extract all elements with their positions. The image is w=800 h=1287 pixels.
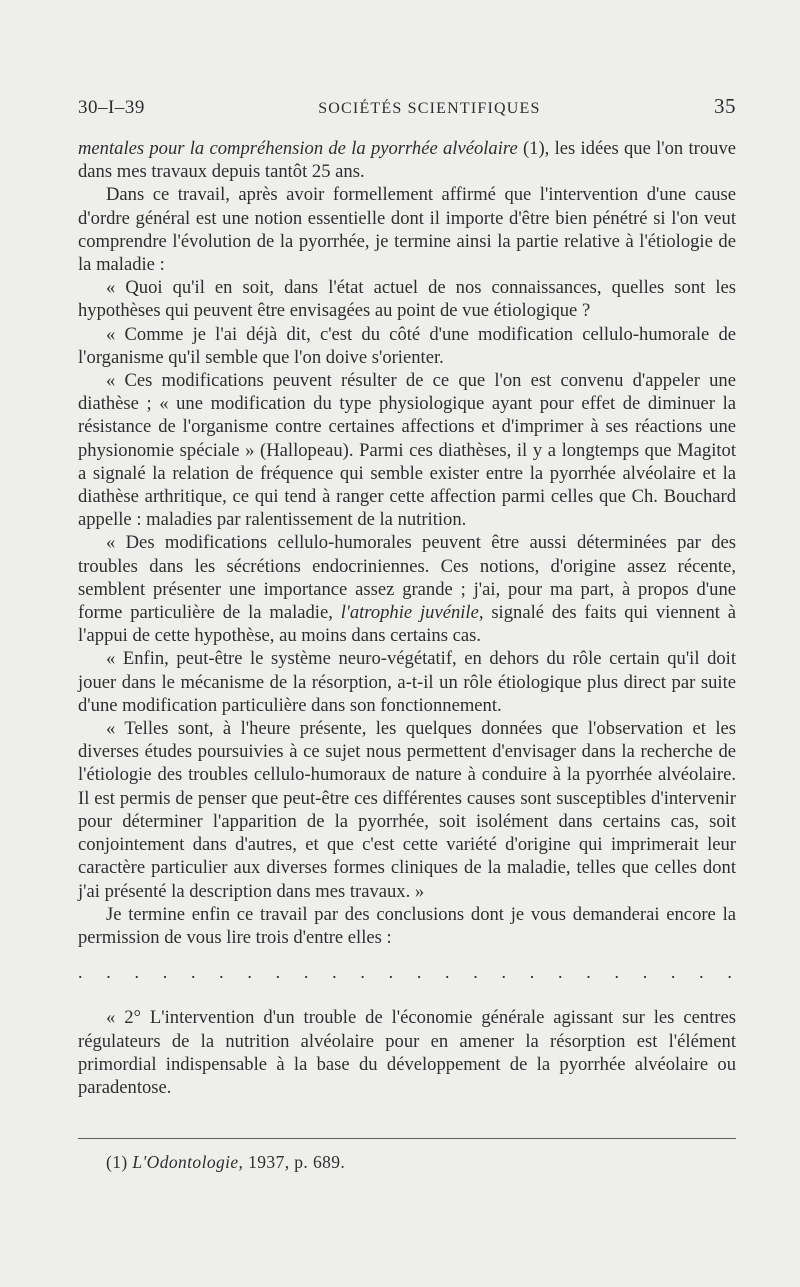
- quoted-paragraph: « Quoi qu'il en soit, dans l'état actuel de nos connaissances, quelles sont les hypothèses qui peuvent être envisagées au point de vue étiologique ?: [78, 277, 736, 322]
- ellipsis-dot: .: [642, 962, 648, 983]
- italic-title-fragment: mentales pour la compréhension de la pyorrhée alvéolaire: [78, 138, 518, 159]
- ellipsis-dot: .: [614, 962, 619, 983]
- ellipsis-dot: .: [275, 962, 281, 983]
- conclusion-paragraph: « 2° L'intervention d'un trouble de l'économie générale agissant sur les centres régulateurs de la nutrition alvéolaire pour en amener la résorption est l'élément primordial indispensable à la base du développement de la pyorrhée alvéolaire ou paradentose.: [78, 1007, 736, 1098]
- paragraph-continuation: mentales pour la compréhension de la pyorrhée alvéolaire (1), les idées que l'on trouve dans mes travaux depuis tantôt 25 ans.: [78, 138, 736, 183]
- italic-term: l'atrophie juvénile,: [340, 602, 484, 624]
- ellipsis-dot: .: [219, 962, 224, 983]
- footnote: [106, 1152, 345, 1173]
- footnote-source: L'Odontologie,: [132, 1152, 244, 1172]
- quoted-paragraph: « Enfin, peut-être le système neuro-végétatif, en dehors du rôle certain qu'il doit jouer dans le mécanisme de la résorption, a-t-il un rôle étiologique plus direct par suite d'une modification particulière dans son fonctionnement.: [78, 648, 736, 716]
- ellipsis-separator: [78, 961, 736, 984]
- paragraph: Dans ce travail, après avoir formellement affirmé que l'intervention d'une cause d'ordre général est une notion essentielle dont il importe d'être bien pénétré si l'on veut comprendre l'évolution de la pyorrhée, je termine ainsi la partie relative à l'étiologie de la maladie :: [78, 184, 736, 276]
- ellipsis-dot: .: [699, 962, 704, 983]
- ellipsis-dot: .: [501, 962, 507, 983]
- issue-date: 30–I–39: [78, 97, 145, 118]
- quoted-paragraph: « Ces modifications peuvent résulter de ce que l'on est convenu d'appeler une diathèse ; « une modification du type physiologique ayant pour effet de diminuer la résistance de l'organisme contre certaines affections et d'imprimer à ses réactions une physionomie spéciale » (Hallopeau). Parmi ces diathèses, il y a longtemps que Magitot a signalé la relation de fréquence qui semble exister entre la pyorrhée alvéolaire et la diathèse arthritique, ce qui tend à ranger cette affection parmi celles que Ch. Bouchard appelle : maladies par ralentissement de la nutrition.: [78, 370, 736, 531]
- ellipsis-dot: .: [162, 962, 168, 983]
- footnote-citation: 1937, p. 689.: [243, 1152, 346, 1172]
- ellipsis-dot: .: [727, 962, 732, 983]
- footnote-rule: [78, 1138, 736, 1139]
- quoted-paragraph: « Comme je l'ai déjà dit, c'est du côté d'une modification cellulo-humorale de l'organisme qu'il semble que l'on doive s'orienter.: [78, 323, 736, 368]
- article-body: [78, 137, 736, 1099]
- ellipsis-dot: .: [247, 962, 252, 983]
- page-number: 35: [714, 94, 736, 118]
- ellipsis-dot: .: [445, 962, 450, 983]
- ellipsis-dot: .: [360, 962, 365, 983]
- running-head: [78, 94, 736, 119]
- ellipsis-dot: .: [557, 962, 563, 983]
- ellipsis-dot: .: [332, 962, 337, 983]
- footnote-marker: (1): [106, 1152, 128, 1172]
- ellipsis-dot: .: [529, 962, 535, 983]
- ellipsis-dot: .: [670, 962, 676, 983]
- ellipsis-dot: .: [134, 962, 139, 983]
- ellipsis-dot: .: [190, 962, 196, 983]
- ellipsis-dot: .: [473, 962, 478, 983]
- ellipsis-dot: .: [586, 962, 591, 983]
- quoted-paragraph: « Des modifications cellulo-humorales peuvent être aussi déterminées par des troubles dans les sécrétions endocriniennes. Ces notions, d'origine assez récente, semblent présenter une importance assez grande ; j'ai, pour ma part, à propos d'une forme particulière de la maladie, l'atrophie juvénile, signalé des faits qui viennent à l'appui de cette hypothèse, au moins dans certains cas.: [78, 532, 736, 647]
- ellipsis-dot: .: [106, 962, 111, 983]
- paragraph: Je termine enfin ce travail par des conclusions dont je vous demanderai encore la permission de vous lire trois d'entre elles :: [78, 903, 736, 948]
- section-title: SOCIÉTÉS SCIENTIFIQUES: [318, 100, 541, 117]
- ellipsis-dot: .: [388, 962, 394, 983]
- ellipsis-dot: .: [78, 962, 83, 983]
- quoted-paragraph: « Telles sont, à l'heure présente, les quelques données que l'observation et les diverses études poursuivies à ce sujet nous permettent d'envisager dans la recherche de l'étiologie des troubles cellulo-humoraux de nature à conduire à la pyorrhée alvéolaire. Il est permis de penser que peut-être ces différentes causes sont susceptibles d'intervenir pour déterminer l'apparition de la pyorrhée, soit isolément dans certains cas, soit conjointement dans d'autres, et que c'est cette variété d'origine qui imprimerait leur caractère particulier aux diverses formes cliniques de la maladie, telles que celles dont j'ai présenté la description dans mes travaux. »: [78, 718, 736, 902]
- ellipsis-dot: .: [303, 962, 309, 983]
- ellipsis-dot: .: [416, 962, 422, 983]
